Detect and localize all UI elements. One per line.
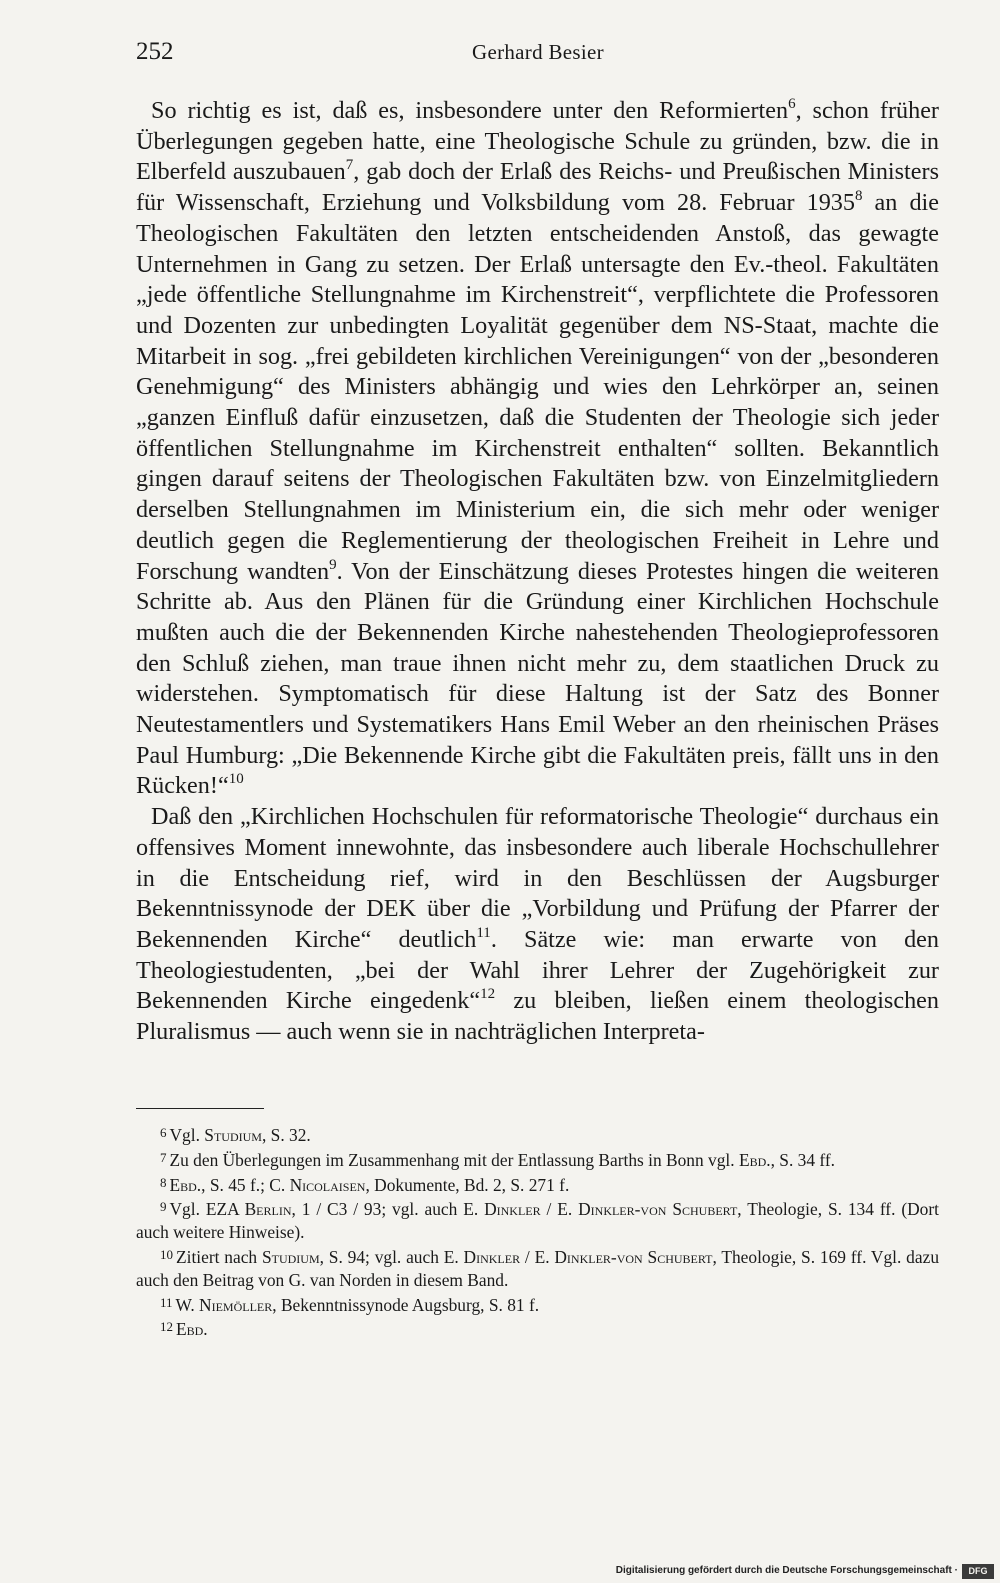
text-run: , Dokumente, Bd. 2, S. 271 f.	[365, 1174, 570, 1195]
footnote-divider	[136, 1108, 264, 1109]
footnote-9	[136, 1196, 939, 1244]
main-text	[136, 96, 939, 1048]
footnotes	[136, 1122, 939, 1341]
text-run: . Sätze wie: man erwarte von den Theologiestudenten, „bei der Wahl ihrer Lehrer der Zugehörigkeit zur Bekennenden Kirche eingedenk“	[136, 925, 940, 1015]
text-run: Ebd.	[738, 1149, 771, 1170]
text-run: Niemöller	[199, 1294, 273, 1315]
text-run: an die Theologischen Fakultäten den letzten entscheidenden Anstoß, das gewagte Unternehmen in Gang zu setzen. Der Erlaß untersagte den Ev.-theol. Fakultäten „jede öffentliche Stellungnahme im Kirchenstreit“, verpflichtete die Professoren und Dozenten zur unbedingten Loyalität gegenüber dem NS-Staat, machte die Mitarbeit in sog. „frei gebildeten kirchlichen Vereinigungen“ von der „besonderen Genehmigung“ des Ministers abhängig und wies den Lehrkörper an, seinen „ganzen Einfluß dafür einzusetzen, daß die Studenten der Theologie sich jeder öffentlichen Stellungnahme im Kirchenstreit enthalten“ sollten. Bekanntlich gingen darauf seitens der Theologischen Fakultäten bzw. von Einzelmitgliedern derselben Stellungnahmen im Ministerium ein, die sich mehr oder weniger deutlich gegen die Reglementierung der theologischen Freiheit in Lehre und Forschung wandten	[136, 189, 939, 585]
paragraph-1	[136, 96, 939, 802]
text-run: Zitiert nach	[176, 1246, 262, 1267]
text-run: Nicolaisen	[289, 1174, 366, 1195]
footnote-ref-6[interactable]: 6	[788, 96, 796, 112]
text-run: Daß den „Kirchlichen Hochschulen für reformatorische Theologie“ durchaus ein offensives Moment innewohnte, das insbesondere auch liberale Hochschullehrer in die Entscheidung rief, wird in den Beschlüssen der Augsburger Bekenntnissynode der DEK über die „Vorbildung und Prüfung der Pfarrer der Bekennenden Kirche“ deutlich	[136, 803, 939, 953]
page-header	[136, 38, 936, 78]
footnote-number: 11	[160, 1294, 173, 1310]
text-run: , 1 / C3 / 93; vgl. auch E.	[291, 1199, 485, 1220]
text-run: . Von der Einschätzung dieses Protestes hingen die weiteren Schritte ab. Aus den Plänen für die Gründung einer Kirchlichen Hochschule mußten auch die der Bekennenden Kirche nahestehenden Theologieprofessoren den Schluß ziehen, man traue ihnen nicht mehr zu, dem staatlichen Druck zu widerstehen. Symptomatisch für diese Haltung ist der Satz des Bonner Neutestamentlers und Systematikers Hans Emil Weber an den rheinischen Präses Paul Humburg: „Die Bekennende Kirche gibt die Fakultäten preis, fällt uns in den Rücken!“	[136, 557, 939, 800]
footnote-ref-9[interactable]: 9	[329, 556, 337, 573]
text-run: , S. 45 f.; C.	[201, 1174, 290, 1195]
text-run: Studium	[204, 1125, 262, 1145]
dfg-logo-icon: DFG	[962, 1564, 994, 1579]
text-run: Vgl. EZA	[169, 1199, 245, 1220]
footnote-number: 9	[160, 1199, 167, 1215]
paragraph-2	[136, 802, 939, 1048]
text-run: Ebd.	[169, 1174, 202, 1195]
text-run: W.	[175, 1294, 200, 1315]
digitization-credit: Digitalisierung gefördert durch die Deutsche Forschungsgemeinschaft ·	[615, 1565, 958, 1576]
footnote-number: 8	[160, 1174, 167, 1190]
footnote-11	[136, 1292, 939, 1317]
text-run: zu bleiben, ließen einem theologischen Pluralismus — auch wenn sie in nachträglichen Interpreta-	[136, 987, 939, 1046]
text-run: Vgl.	[169, 1125, 205, 1145]
footnote-ref-8[interactable]: 8	[854, 188, 863, 205]
footnote-number: 7	[160, 1149, 167, 1165]
footnote-6	[136, 1122, 939, 1147]
text-run: , Theologie, S. 134 ff. (Dort auch weitere Hinweise).	[136, 1199, 939, 1243]
text-run: Dinkler / E. Dinkler-von Schubert	[463, 1246, 713, 1267]
footnote-number: 6	[160, 1125, 167, 1140]
footnote-7	[136, 1147, 939, 1172]
footnote-ref-12[interactable]: 12	[480, 986, 496, 1003]
text-run: Ebd.	[176, 1319, 208, 1340]
text-run: Dinkler / E. Dinkler-von Schubert	[484, 1199, 738, 1220]
text-run: So richtig es ist, daß es, insbesondere unter den Reformierten	[151, 97, 789, 124]
text-run: , S. 32.	[261, 1125, 311, 1145]
text-run: , S. 34 ff.	[770, 1149, 836, 1170]
text-run: Berlin	[244, 1199, 292, 1220]
footnote-8	[136, 1172, 939, 1197]
text-run: , gab doch der Erlaß des Reichs- und Preußischen Ministers für Wissenschaft, Erziehung und Volksbildung vom 28. Februar 1935	[136, 158, 939, 217]
running-head: Gerhard Besier	[472, 40, 604, 64]
footnote-ref-7[interactable]: 7	[345, 157, 354, 174]
footnote-number: 12	[160, 1319, 173, 1335]
text-run: Studium	[261, 1246, 320, 1267]
text-run: Zu den Überlegungen im Zusammenhang mit der Entlassung Barths in Bonn vgl.	[169, 1149, 739, 1170]
text-run: , Bekenntnissynode Augsburg, S. 81 f.	[272, 1294, 540, 1315]
text-run: , S. 94; vgl. auch E.	[319, 1246, 464, 1267]
footnote-number: 10	[160, 1246, 173, 1262]
footnote-10	[136, 1244, 939, 1292]
footnote-ref-11[interactable]: 11	[476, 924, 491, 941]
text-run: , Theologie, S. 169 ff. Vgl. dazu auch den Beitrag von G. van Norden in diesem Band.	[136, 1246, 940, 1290]
text-run: , schon früher Überlegungen gegeben hatte, eine Theologische Schule zu gründen, bzw. die in Elberfeld auszubauen	[136, 97, 939, 186]
footnote-ref-10[interactable]: 10	[228, 771, 244, 788]
footnote-12	[136, 1316, 939, 1341]
page-number: 252	[136, 38, 174, 65]
